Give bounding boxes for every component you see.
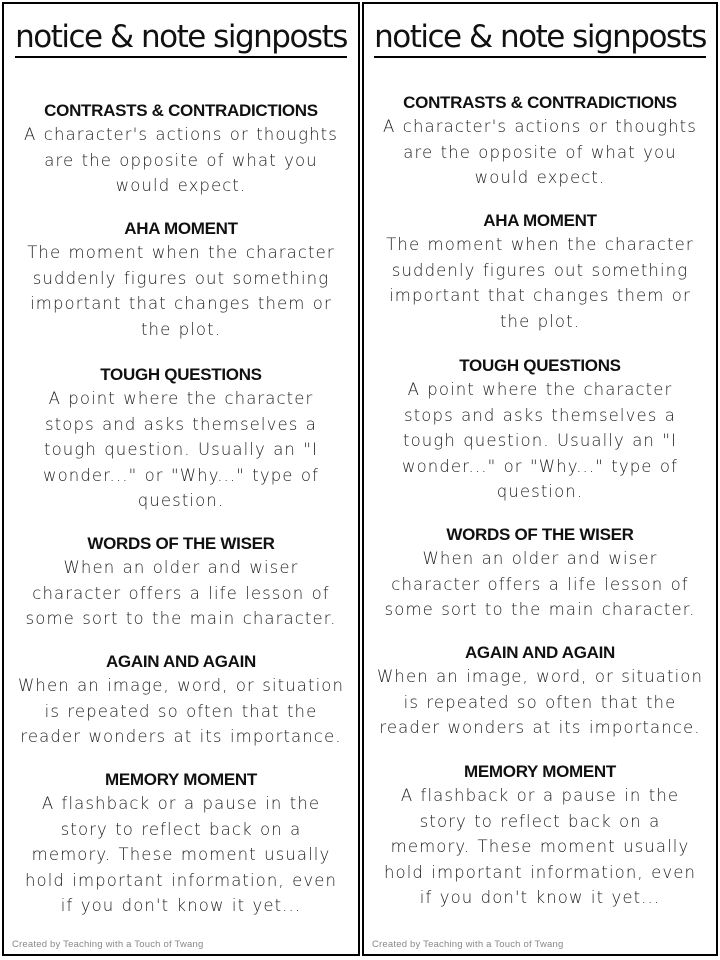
card-title: notice & note signposts — [4, 22, 358, 58]
section-body: When an image, word, or situation is repeated so often that the reader wonders at its importance. — [376, 667, 704, 737]
section-heading: WORDS OF THE WISER — [446, 525, 634, 544]
section-body: When an older and wiser character offers a life lesson of some sort to the main character. — [25, 558, 337, 628]
section-aha-moment — [368, 210, 712, 334]
section-heading: AGAIN AND AGAIN — [464, 643, 616, 662]
section-again-and-again — [8, 651, 354, 750]
credit-footer: Created by Teaching with a Touch of Twang — [12, 939, 204, 950]
section-again-and-again — [368, 642, 712, 741]
section-contrasts-contradictions — [368, 92, 712, 191]
section-heading: TOUGH QUESTIONS — [459, 356, 621, 375]
section-body: When an image, word, or situation is repeated so often that the reader wonders at its importance. — [17, 676, 345, 746]
section-heading: CONTRASTS & CONTRADICTIONS — [403, 93, 677, 112]
section-words-of-the-wiser — [8, 533, 354, 632]
section-words-of-the-wiser — [368, 524, 712, 623]
section-memory-moment — [8, 769, 354, 919]
section-heading: AHA MOMENT — [483, 211, 597, 230]
section-body: A character's actions or thoughts are the opposite of what you would expect. — [383, 117, 697, 187]
section-body: When an older and wiser character offers a life lesson of some sort to the main character. — [384, 549, 696, 619]
section-body: A point where the character stops and asks themselves a tough question. Usually an "I wonder..." or "Why..." type of question. — [402, 380, 678, 501]
card-title: notice & note signposts — [364, 22, 716, 58]
section-aha-moment — [8, 218, 354, 342]
section-tough-questions — [368, 355, 712, 505]
section-memory-moment — [368, 761, 712, 911]
section-contrasts-contradictions — [8, 100, 354, 199]
section-tough-questions — [8, 364, 354, 514]
section-heading: AHA MOMENT — [124, 219, 238, 238]
section-heading: TOUGH QUESTIONS — [100, 365, 262, 384]
section-body: A flashback or a pause in the story to reflect back on a memory. These moment usually hold important information, even if you don't know it yet... — [24, 794, 338, 915]
section-heading: AGAIN AND AGAIN — [105, 652, 257, 671]
bookmark-card-left — [2, 2, 360, 956]
section-heading: CONTRASTS & CONTRADICTIONS — [44, 101, 318, 120]
section-heading: WORDS OF THE WISER — [87, 534, 275, 553]
section-heading: MEMORY MOMENT — [105, 770, 257, 789]
section-body: A flashback or a pause in the story to reflect back on a memory. These moment usually hold important information, even if you don't know it yet... — [383, 786, 697, 907]
section-body: The moment when the character suddenly figures out something important that changes them or the plot. — [386, 235, 694, 331]
section-body: A point where the character stops and asks themselves a tough question. Usually an "I wonder..." or "Why..." type of question. — [43, 389, 319, 510]
bookmark-card-right — [362, 2, 718, 956]
section-body: A character's actions or thoughts are the opposite of what you would expect. — [24, 125, 338, 195]
section-body: The moment when the character suddenly figures out something important that changes them or the plot. — [27, 243, 335, 339]
section-heading: MEMORY MOMENT — [464, 762, 616, 781]
credit-footer: Created by Teaching with a Touch of Twang — [372, 939, 564, 950]
